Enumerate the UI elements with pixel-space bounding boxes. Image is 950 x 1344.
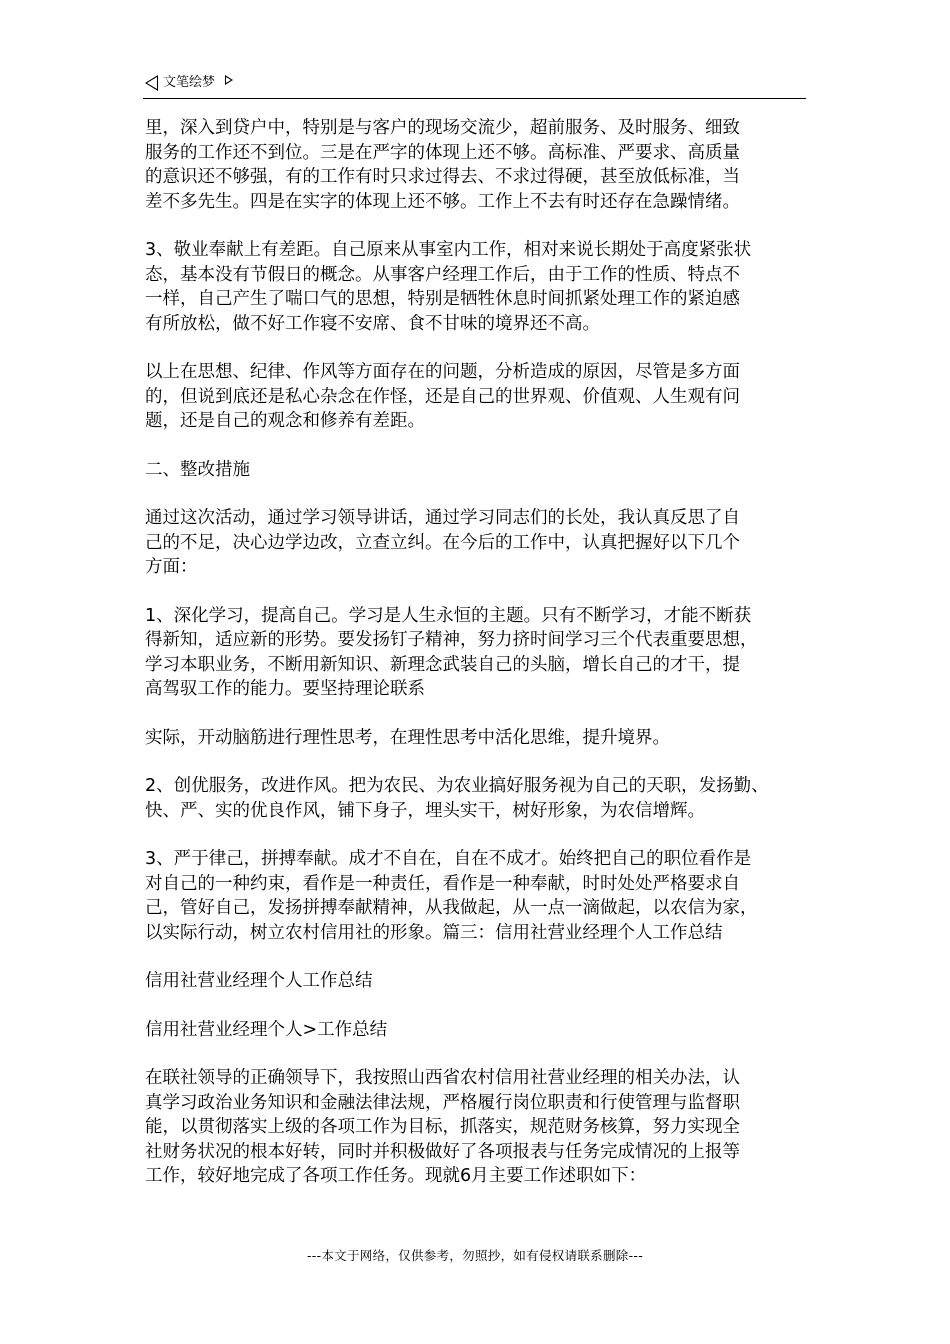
text-line: 通过这次活动，通过学习领导讲话，通过学习同志们的长处，我认真反思了自 [145, 508, 740, 528]
text-line: 高驾驭工作的能力。要坚持理论联系 [145, 679, 425, 699]
header-brand [145, 74, 233, 92]
text-line: 二、整改措施 [145, 459, 250, 480]
page-header [143, 72, 806, 99]
text-line: 社财务状况的根本好转，同时并积极做好了各项报表与任务完成情况的上报等 [145, 1141, 740, 1162]
paragraph [145, 774, 813, 823]
paragraph [145, 506, 813, 580]
paragraph [145, 238, 813, 336]
paragraph [145, 1066, 813, 1189]
text-line: 里，深入到贷户中，特别是与客户的现场交流少，超前服务、及时服务、细致 [145, 118, 740, 138]
paragraph [145, 360, 813, 434]
paragraph [145, 726, 813, 751]
text-line: 以实际行动，树立农村信用社的形象。篇三：信用社营业经理个人工作总结 [145, 922, 723, 943]
text-line: 己，管好自己，发扬拼搏奉献精神，从我做起，从一点一滴做起，以农信为家， [145, 898, 758, 918]
triangle-right-icon [225, 75, 233, 85]
text-line: 在联社领导的正确领导下，我按照山西省农村信用社营业经理的相关办法，认 [145, 1068, 740, 1088]
paragraph [145, 116, 813, 214]
text-line: 信用社营业经理个人工作总结 [145, 971, 373, 991]
document-body [145, 116, 813, 1213]
triangle-left-icon [145, 75, 158, 91]
text-line: 题，还是自己的观念和修养有差距。 [145, 411, 425, 431]
header-title: 文笔绘梦 [163, 75, 216, 90]
paragraph [145, 458, 813, 483]
text-line: 信用社营业经理个人>工作总结 [145, 1019, 388, 1040]
paragraph [145, 604, 813, 702]
text-line: 差不多先生。四是在实字的体现上还不够。工作上不去有时还存在急躁情绪。 [145, 191, 740, 212]
text-line: 得新知，适应新的形势。要发扬钉子精神，努力挤时间学习三个代表重要思想， [145, 630, 758, 650]
text-line: 态，基本没有节假日的概念。从事客户经理工作后，由于工作的性质、特点不 [145, 264, 740, 285]
text-line: 2、创优服务，改进作风。把为农民、为农业搞好服务视为自己的天职，发扬勤、 [145, 776, 769, 796]
text-line: 3、敬业奉献上有差距。自己原来从事室内工作，相对来说长期处于高度紧张状 [145, 240, 752, 260]
text-line: 有所放松，做不好工作寝不安席、食不甘味的境界还不高。 [145, 313, 600, 334]
text-line: 方面： [145, 557, 198, 577]
text-line: 对自己的一种约束，看作是一种责任，看作是一种奉献，时时处处严格要求自 [145, 873, 740, 894]
text-line: 以上在思想、纪律、作风等方面存在的问题，分析造成的原因，尽管是多方面 [145, 362, 740, 382]
paragraph [145, 847, 813, 945]
text-line: 己的不足，决心边学边改，立查立纠。在今后的工作中，认真把握好以下几个 [145, 532, 740, 553]
text-line: 1、深化学习，提高自己。学习是人生永恒的主题。只有不断学习，才能不断获 [145, 605, 752, 626]
text-line: 的，但说到底还是私心杂念在作怪，还是自己的世界观、价值观、人生观有问 [145, 386, 740, 407]
text-line: 一样，自己产生了喘口气的思想，特别是牺牲休息时间抓紧处理工作的紧迫感 [145, 289, 740, 309]
paragraph [145, 969, 813, 994]
text-line: 快、严、实的优良作风，铺下身子，埋头实干，树好形象，为农信增辉。 [145, 800, 705, 821]
text-line: 的意识还不够强，有的工作有时只求过得去、不求过得硬，甚至放低标准，当 [145, 167, 740, 187]
text-line: 服务的工作还不到位。三是在严字的体现上还不够。高标准、严要求、高质量 [145, 142, 740, 163]
text-line: 实际，开动脑筋进行理性思考，在理性思考中活化思维，提升境界。 [145, 727, 670, 748]
text-line: 工作，较好地完成了各项工作任务。现就6月主要工作述职如下： [145, 1166, 647, 1186]
paragraph [145, 1018, 813, 1043]
text-line: 能，以贯彻落实上级的各项工作为目标，抓落实，规范财务核算，努力实现全 [145, 1117, 740, 1137]
text-line: 学习本职业务，不断用新知识、新理念武装自己的头脑，增长自己的才干，提 [145, 654, 740, 675]
text-line: 3、严于律己，拼搏奉献。成才不自在，自在不成才。始终把自己的职位看作是 [145, 849, 752, 869]
text-line: 真学习政治业务知识和金融法律法规，严格履行岗位职责和行使管理与监督职 [145, 1092, 740, 1113]
page-footer: ---本文于网络，仅供参考，勿照抄，如有侵权请联系删除--- [306, 1248, 644, 1263]
